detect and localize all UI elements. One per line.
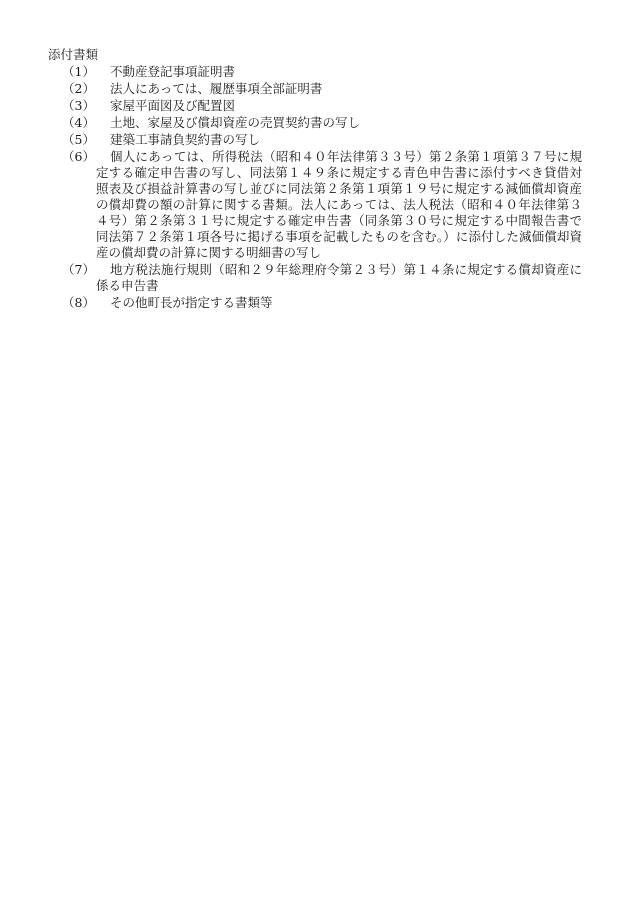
list-item-1 bbox=[62, 64, 582, 80]
item-text: 土地、家屋及び償却資産の売買契約書の写し bbox=[110, 115, 361, 130]
list-item-2 bbox=[62, 81, 582, 97]
item-number: （8） bbox=[62, 295, 95, 310]
list-item-5 bbox=[62, 132, 582, 148]
list-item-7 bbox=[62, 262, 582, 294]
item-text: 不動産登記事項証明書 bbox=[110, 64, 236, 79]
item-number: （7） bbox=[62, 262, 95, 277]
document-title: 添付書類 bbox=[48, 47, 99, 62]
item-text: 建築工事請負契約書の写し bbox=[110, 132, 261, 147]
item-text: 法人にあっては、履歴事項全部証明書 bbox=[110, 81, 323, 96]
item-number: （4） bbox=[62, 115, 95, 130]
list-item-8 bbox=[62, 295, 582, 311]
item-number: （5） bbox=[62, 132, 95, 147]
item-text: 家屋平面図及び配置図 bbox=[110, 98, 236, 113]
list-item-6 bbox=[62, 149, 582, 261]
item-text: その他町長が指定する書類等 bbox=[110, 295, 273, 310]
item-number: （1） bbox=[62, 64, 95, 79]
item-text: 個人にあっては、所得税法（昭和４０年法律第３３号）第２条第１項第３７号に規定する確定申告書の写し、同法第１４９条に規定する青色申告書に添付すべき貸借対照表及び損益計算書の写し並びに同法第２条第１項第１９号に規定する減価償却資産の償却費の額の計算に関する書類。法人にあっては、法人税法（昭和４０年法律第３４号）第２条第３１号に規定する確定申告書（同条第３０号に規定する中間報告書で同法第７２条第１項各号に掲げる事項を記載したものを含む。）に添付した減価償却資産の償却費の計算に関する明細書の写し bbox=[96, 149, 582, 260]
attachment-list bbox=[62, 64, 582, 312]
list-item-4 bbox=[62, 115, 582, 131]
item-number: （2） bbox=[62, 81, 95, 96]
item-text: 地方税法施行規則（昭和２９年総理府令第２３号）第１４条に規定する償却資産に係る申告書 bbox=[96, 262, 582, 293]
item-number: （6） bbox=[62, 149, 95, 164]
list-item-3 bbox=[62, 98, 582, 114]
item-number: （3） bbox=[62, 98, 95, 113]
